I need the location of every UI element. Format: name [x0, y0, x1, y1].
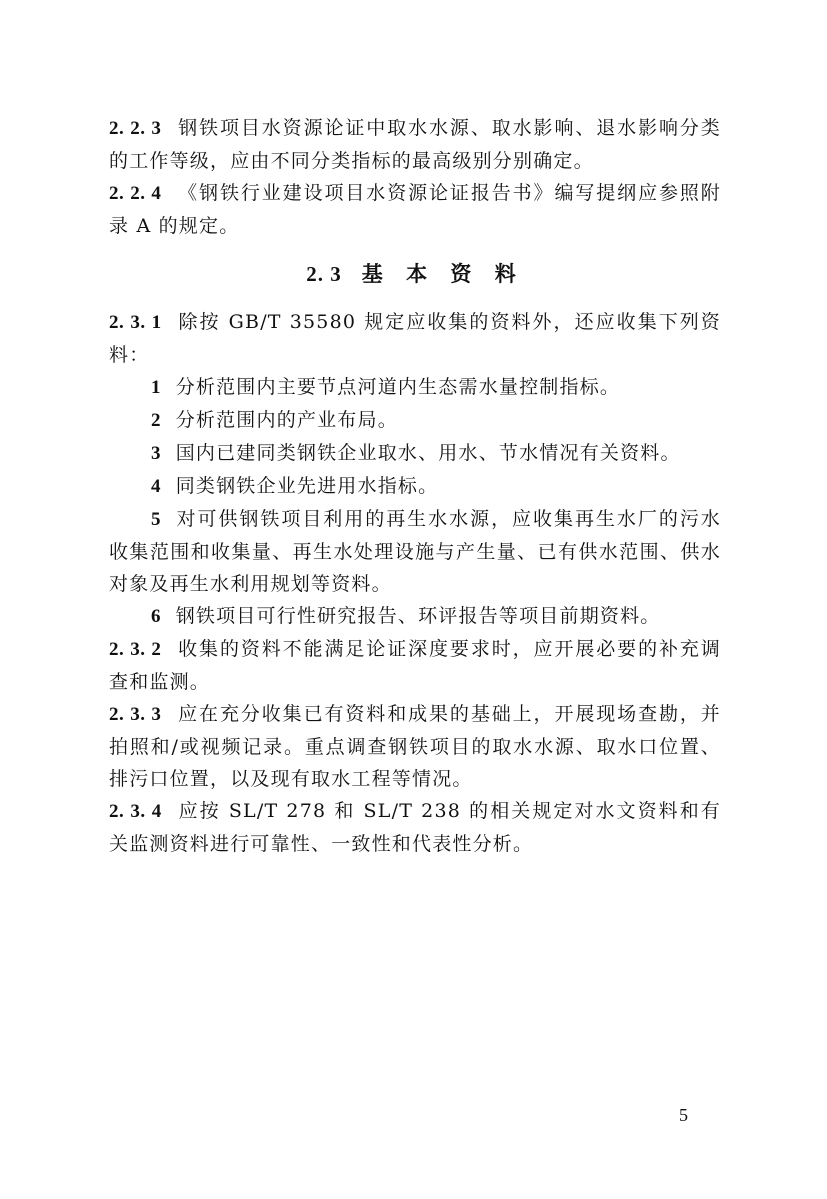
- clause-number: 2. 2. 4: [109, 183, 162, 204]
- clause-2-3-2: [109, 633, 721, 698]
- item-text: 同类钢铁企业先进用水指标。: [175, 475, 439, 497]
- item-text: 分析范围内的产业布局。: [175, 409, 398, 431]
- clause-number: 2. 3. 1: [109, 312, 162, 333]
- clause-number: 2. 3. 2: [109, 639, 162, 660]
- clause-text: 应按 SL/T 278 和 SL/T 238 的相关规定对水文资料和有关监测资料进行可靠性、一致性和代表性分析。: [109, 800, 722, 855]
- clause-text: 应在充分收集已有资料和成果的基础上，开展现场查勘，并拍照和/或视频记录。重点调查钢铁项目的取水水源、取水口位置、排污口位置，以及现有取水工程等情况。: [109, 703, 722, 790]
- clause-text: 《钢铁行业建设项目水资源论证报告书》编写提纲应参照附录 A 的规定。: [109, 182, 722, 237]
- section-title: 基 本 资 料: [361, 261, 524, 286]
- item-text: 钢铁项目可行性研究报告、环评报告等项目前期资料。: [175, 605, 661, 627]
- item-number: 4: [151, 476, 162, 497]
- item-text: 对可供钢铁项目利用的再生水水源，应收集再生水厂的污水收集范围和收集量、再生水处理设施与产生量、已有供水范围、供水对象及再生水利用规划等资料。: [109, 508, 721, 595]
- clause-text: 钢铁项目水资源论证中取水水源、取水影响、退水影响分类的工作等级，应由不同分类指标的最高级别分别确定。: [109, 117, 722, 172]
- item-number: 5: [151, 509, 162, 530]
- item-number: 2: [151, 410, 162, 431]
- item-text: 分析范围内主要节点河道内生态需水量控制指标。: [175, 376, 621, 398]
- item-number: 3: [151, 443, 162, 464]
- clause-2-3-3: [109, 698, 721, 795]
- document-body: [109, 112, 721, 860]
- list-item: [109, 437, 721, 470]
- item-number: 6: [151, 606, 162, 627]
- item-text: 国内已建同类钢铁企业取水、用水、节水情况有关资料。: [175, 442, 681, 464]
- list-item: [109, 371, 721, 404]
- clause-number: 2. 2. 3: [109, 118, 162, 139]
- page-number: 5: [679, 1105, 688, 1125]
- clause-number: 2. 3. 3: [109, 704, 162, 725]
- list-item: [109, 470, 721, 503]
- clause-2-2-3: [109, 112, 721, 177]
- clause-text: 除按 GB/T 35580 规定应收集的资料外，还应收集下列资料：: [109, 311, 721, 366]
- list-item: [109, 600, 721, 633]
- clause-number: 2. 3. 4: [109, 801, 162, 822]
- clause-2-3-1: [109, 306, 721, 371]
- section-number: 2. 3: [306, 262, 342, 286]
- list-item: [109, 404, 721, 437]
- clause-2-2-4: [109, 177, 721, 242]
- section-heading: [109, 258, 721, 290]
- item-number: 1: [151, 377, 162, 398]
- clause-2-3-4: [109, 795, 721, 860]
- list-item: [109, 503, 721, 600]
- clause-text: 收集的资料不能满足论证深度要求时，应开展必要的补充调查和监测。: [109, 638, 722, 693]
